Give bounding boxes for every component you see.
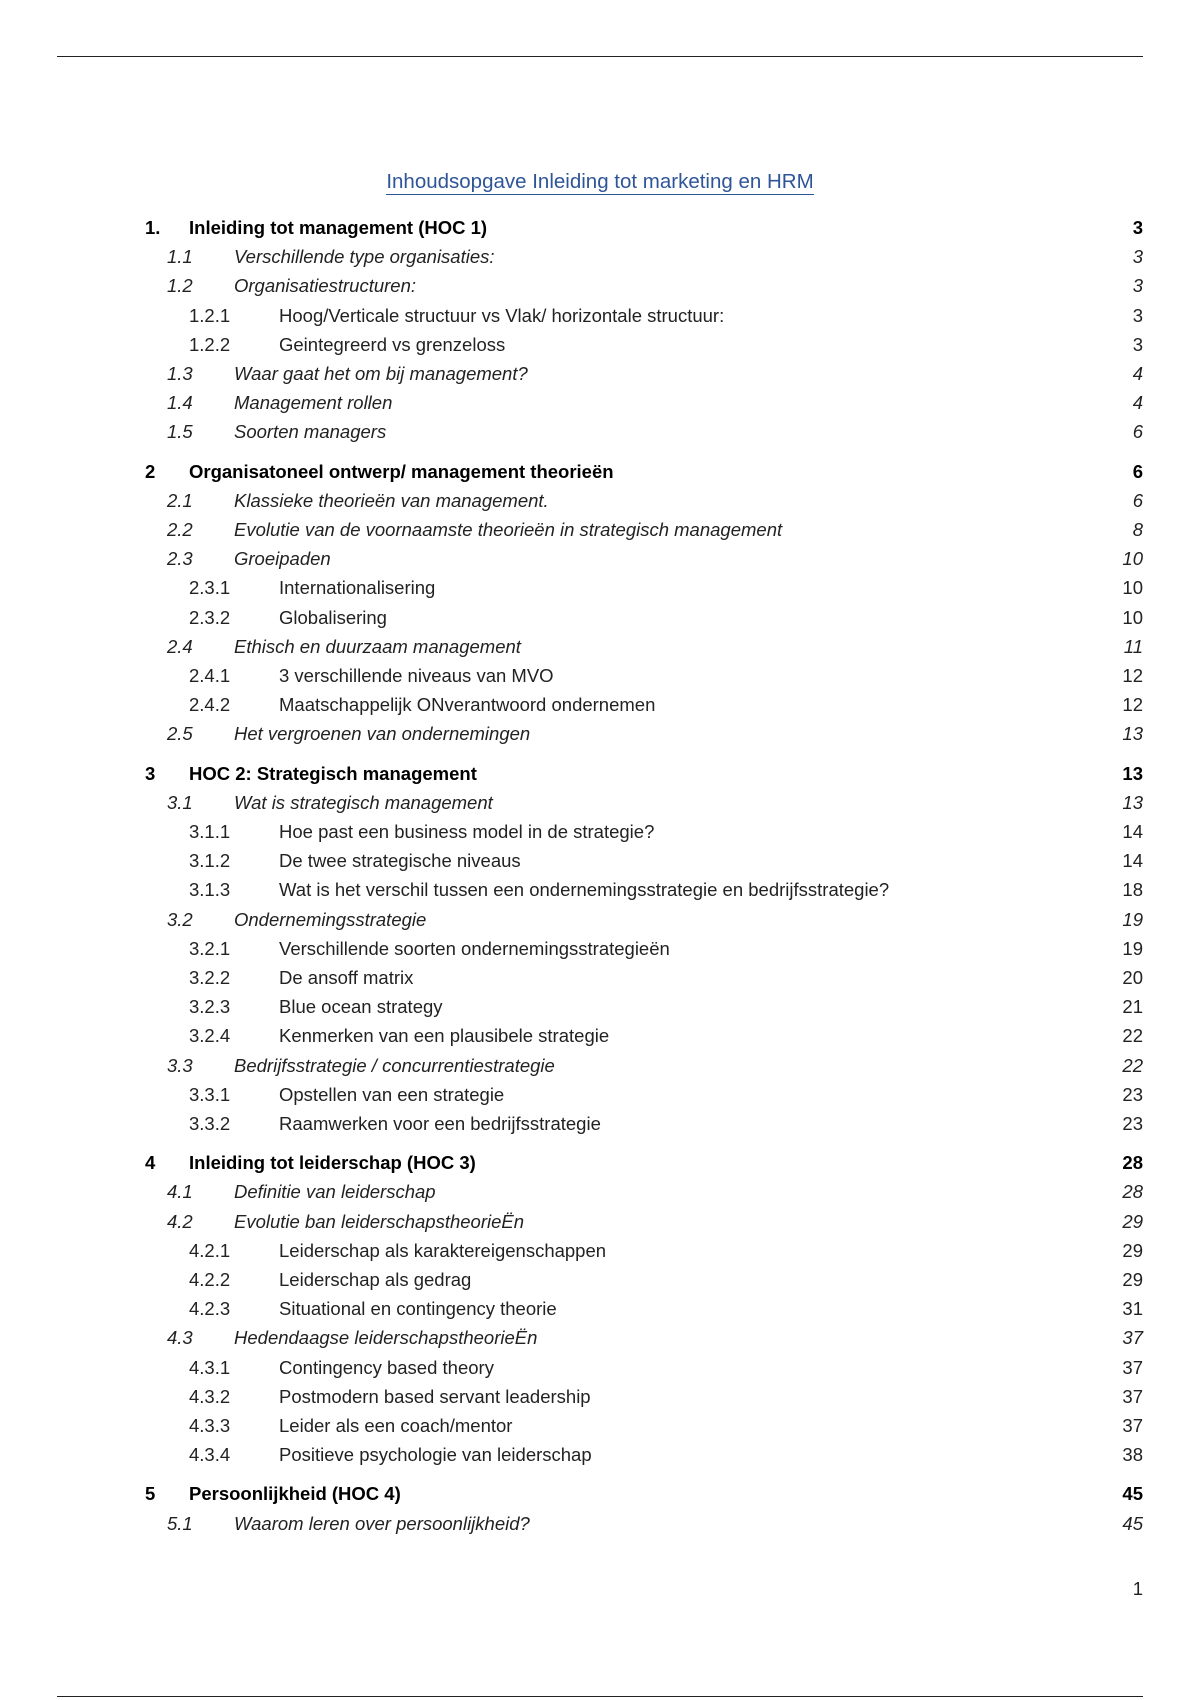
toc-entry-number: 4.2 bbox=[167, 1210, 193, 1232]
toc-entry-number: 1. bbox=[145, 217, 161, 238]
toc-entry-title: Contingency based theory bbox=[279, 1356, 494, 1378]
toc-entry-title: Kenmerken van een plausibele strategie bbox=[279, 1025, 610, 1047]
toc-entry-page: 6 bbox=[1132, 460, 1143, 482]
toc-entry-number: 3.1.1 bbox=[189, 821, 231, 842]
toc-entry[interactable] bbox=[0, 1237, 1200, 1265]
toc-entry-page: 37 bbox=[1122, 1356, 1143, 1378]
toc-entry-page: 6 bbox=[1132, 421, 1143, 443]
toc-entry[interactable] bbox=[0, 1208, 1200, 1236]
toc-entry-title: De ansoff matrix bbox=[279, 967, 414, 988]
toc-entry-page: 37 bbox=[1122, 1385, 1143, 1407]
toc-entry-number: 3.3 bbox=[167, 1054, 193, 1076]
toc-entry-page: 10 bbox=[1122, 606, 1143, 628]
toc-entry-title: Verschillende soorten ondernemingsstrategieën bbox=[279, 937, 670, 959]
toc-entry-title: Positieve psychologie van leiderschap bbox=[279, 1444, 592, 1466]
toc-entry-number: 1.2.2 bbox=[189, 333, 231, 355]
toc-entry[interactable] bbox=[0, 818, 1200, 846]
bottom-rule bbox=[57, 1696, 1143, 1697]
toc-entry-title: Leider als een coach/mentor bbox=[279, 1415, 513, 1436]
toc-entry-page: 45 bbox=[1122, 1512, 1143, 1534]
toc-entry-page: 20 bbox=[1122, 967, 1143, 988]
toc-entry-number: 5 bbox=[145, 1483, 156, 1505]
toc-entry-number: 1.4 bbox=[167, 392, 193, 414]
toc-title-text: Inhoudsopgave Inleiding tot marketing en HRM bbox=[386, 170, 814, 193]
toc-entry-title: Verschillende type organisaties: bbox=[234, 246, 495, 268]
toc-entry-page: 8 bbox=[1132, 519, 1143, 540]
toc-entry[interactable] bbox=[0, 302, 1200, 330]
toc-entry-page: 13 bbox=[1122, 791, 1143, 813]
toc-entry-title: Waarom leren over persoonlijkheid? bbox=[234, 1512, 530, 1534]
toc-entry-title: Bedrijfsstrategie / concurrentiestrategie bbox=[234, 1054, 555, 1076]
toc-entry-number: 3.1.3 bbox=[189, 879, 231, 901]
toc-entry[interactable] bbox=[0, 633, 1200, 661]
toc-entry[interactable] bbox=[0, 1052, 1200, 1080]
toc-entry-number: 2.3.2 bbox=[189, 606, 231, 628]
toc-entry-number: 2.3 bbox=[167, 548, 193, 570]
toc-entry-title: Postmodern based servant leadership bbox=[279, 1385, 591, 1407]
toc-entry-title: Evolutie van de voornaamste theorieën in strategisch management bbox=[234, 519, 783, 540]
toc-entry[interactable] bbox=[0, 1324, 1200, 1352]
toc-entry-page: 13 bbox=[1122, 762, 1143, 784]
toc-entry-title: Maatschappelijk ONverantwoord ondernemen bbox=[279, 694, 656, 716]
toc-entry[interactable] bbox=[0, 760, 1200, 788]
toc-entry[interactable] bbox=[0, 214, 1200, 242]
toc-entry-page: 23 bbox=[1122, 1113, 1143, 1134]
toc-entry-page: 29 bbox=[1122, 1239, 1143, 1261]
toc-entry-number: 3.2.1 bbox=[189, 937, 231, 959]
toc-entry-title: Hoog/Verticale structuur vs Vlak/ horizontale structuur: bbox=[279, 304, 725, 326]
toc-entry-page: 29 bbox=[1122, 1269, 1143, 1290]
toc-entry-page: 11 bbox=[1123, 635, 1143, 657]
toc-entry-title: Organisatoneel ontwerp/ management theorieën bbox=[189, 460, 614, 482]
toc-entry-title: Persoonlijkheid (HOC 4) bbox=[189, 1483, 401, 1505]
toc-entry[interactable] bbox=[0, 545, 1200, 573]
toc-entry-title: Groeipaden bbox=[234, 548, 331, 570]
toc-entry-title: Soorten managers bbox=[234, 421, 387, 443]
toc-entry-title: Ethisch en duurzaam management bbox=[234, 635, 521, 657]
toc-entry-page: 23 bbox=[1122, 1083, 1143, 1105]
toc-entry-number: 2.4 bbox=[167, 635, 193, 657]
toc-entry[interactable] bbox=[0, 720, 1200, 748]
toc-entry-page: 3 bbox=[1132, 304, 1143, 326]
page-number: 1 bbox=[1132, 1578, 1143, 1599]
toc-entry[interactable] bbox=[0, 935, 1200, 963]
toc-entry-page: 18 bbox=[1122, 879, 1143, 901]
toc-entry-number: 3 bbox=[145, 762, 156, 784]
toc-entry-page: 38 bbox=[1122, 1444, 1143, 1466]
toc-entry-number: 3.2.2 bbox=[189, 967, 231, 988]
toc-entry-page: 37 bbox=[1122, 1327, 1143, 1349]
toc-entry[interactable] bbox=[0, 418, 1200, 446]
toc-entry-page: 21 bbox=[1122, 996, 1143, 1018]
toc-entry[interactable] bbox=[0, 789, 1200, 817]
toc-entry-number: 4 bbox=[145, 1152, 156, 1174]
toc-entry[interactable] bbox=[0, 1412, 1200, 1440]
toc-entry-page: 12 bbox=[1122, 665, 1143, 686]
toc-entry-title: Wat is het verschil tussen een ondernemingsstrategie en bedrijfsstrategie? bbox=[279, 879, 890, 901]
toc-entry-title: Ondernemingsstrategie bbox=[234, 908, 427, 930]
toc-entry-title: Blue ocean strategy bbox=[279, 996, 443, 1018]
toc-entry[interactable] bbox=[0, 1480, 1200, 1508]
toc-entry-number: 2 bbox=[145, 460, 156, 482]
toc-entry-title: 3 verschillende niveaus van MVO bbox=[279, 665, 554, 686]
toc-entry-page: 4 bbox=[1132, 392, 1143, 414]
toc-entry[interactable] bbox=[0, 1022, 1200, 1050]
toc-entry[interactable] bbox=[0, 458, 1200, 486]
toc-entry-number: 4.3.3 bbox=[189, 1415, 231, 1436]
toc-entry-number: 1.5 bbox=[167, 421, 193, 443]
toc-entry-title: Leiderschap als karaktereigenschappen bbox=[279, 1239, 607, 1261]
toc-entry-number: 4.3.4 bbox=[189, 1444, 231, 1466]
toc-entry[interactable] bbox=[0, 1510, 1200, 1538]
toc-entry-title: Situational en contingency theorie bbox=[279, 1298, 557, 1320]
toc-entry-number: 4.2.3 bbox=[189, 1298, 231, 1320]
toc-entry-number: 3.2.3 bbox=[189, 996, 231, 1018]
toc-entry-title: Internationalisering bbox=[279, 577, 436, 599]
toc-entry-title: Leiderschap als gedrag bbox=[279, 1269, 472, 1290]
toc-entry-page: 31 bbox=[1122, 1298, 1143, 1320]
toc-entry-number: 2.2 bbox=[167, 519, 193, 540]
toc-entry-page: 19 bbox=[1122, 937, 1143, 959]
toc-entry-page: 14 bbox=[1122, 850, 1143, 872]
toc-entry-number: 4.2.2 bbox=[189, 1269, 231, 1290]
toc-entry[interactable] bbox=[0, 516, 1200, 544]
toc-entry[interactable] bbox=[0, 876, 1200, 904]
toc-entry-number: 3.2 bbox=[167, 908, 193, 930]
toc-entry-number: 1.3 bbox=[167, 363, 193, 384]
toc-entry-number: 2.5 bbox=[167, 723, 193, 745]
toc-entry[interactable] bbox=[0, 662, 1200, 690]
toc-entry-title: Geintegreerd vs grenzeloss bbox=[279, 333, 506, 355]
toc-entry-number: 1.2 bbox=[167, 275, 193, 297]
toc-entry-page: 6 bbox=[1132, 489, 1143, 511]
toc-entry-number: 3.3.1 bbox=[189, 1083, 231, 1105]
toc-entry[interactable] bbox=[0, 604, 1200, 632]
toc-entry-page: 29 bbox=[1122, 1210, 1143, 1232]
toc-entry-page: 14 bbox=[1122, 821, 1143, 842]
toc-entry-title: HOC 2: Strategisch management bbox=[189, 762, 477, 784]
toc-entry-number: 2.3.1 bbox=[189, 577, 231, 599]
toc-entry[interactable] bbox=[0, 243, 1200, 271]
toc-entry-page: 28 bbox=[1122, 1181, 1143, 1203]
toc-entry-number: 4.1 bbox=[167, 1181, 193, 1203]
toc-entry-number: 2.4.2 bbox=[189, 694, 231, 716]
toc-entry-page: 19 bbox=[1122, 908, 1143, 930]
toc-entry-title: Raamwerken voor een bedrijfsstrategie bbox=[279, 1113, 601, 1134]
toc-entry-number: 4.3 bbox=[167, 1327, 193, 1349]
toc-entry[interactable] bbox=[0, 1149, 1200, 1177]
toc-entry-number: 3.1 bbox=[167, 791, 193, 813]
toc-entry[interactable] bbox=[0, 1081, 1200, 1109]
toc-entry[interactable] bbox=[0, 1178, 1200, 1206]
toc-entry-page: 10 bbox=[1122, 548, 1143, 570]
toc-entry-title: Inleiding tot leiderschap (HOC 3) bbox=[189, 1152, 476, 1174]
toc-entry-page: 12 bbox=[1122, 694, 1143, 716]
toc-entry[interactable] bbox=[0, 847, 1200, 875]
toc-entry-title: Inleiding tot management (HOC 1) bbox=[189, 217, 488, 238]
toc-entry-page: 45 bbox=[1122, 1483, 1143, 1505]
toc-entry[interactable] bbox=[0, 964, 1200, 992]
toc-entry-page: 3 bbox=[1132, 333, 1143, 355]
toc-entry-number: 4.3.1 bbox=[189, 1356, 231, 1378]
toc-entry-title: Klassieke theorieën van management. bbox=[234, 489, 549, 511]
toc-entry[interactable] bbox=[0, 1110, 1200, 1138]
toc-entry[interactable] bbox=[0, 1383, 1200, 1411]
toc-entry[interactable] bbox=[0, 993, 1200, 1021]
toc-entry-title: Wat is strategisch management bbox=[234, 791, 493, 813]
toc-entry-title: Definitie van leiderschap bbox=[234, 1181, 436, 1203]
toc-entry-page: 4 bbox=[1132, 363, 1143, 384]
toc-entry-number: 3.1.2 bbox=[189, 850, 231, 872]
toc-entry-number: 1.1 bbox=[167, 246, 193, 268]
toc-entry[interactable] bbox=[0, 906, 1200, 934]
toc-entry-title: Management rollen bbox=[234, 392, 393, 414]
toc-entry-title: Organisatiestructuren: bbox=[234, 275, 417, 297]
toc-entry-number: 3.2.4 bbox=[189, 1025, 231, 1047]
toc-entry-page: 3 bbox=[1132, 217, 1143, 238]
toc-entry[interactable] bbox=[0, 574, 1200, 602]
toc-entry-title: Hoe past een business model in de strategie? bbox=[279, 821, 655, 842]
toc-entry-page: 13 bbox=[1122, 723, 1143, 745]
toc-entry-page: 3 bbox=[1132, 246, 1143, 268]
toc-entry-title: De twee strategische niveaus bbox=[279, 850, 521, 872]
toc-entry[interactable] bbox=[0, 389, 1200, 417]
toc-entry-page: 22 bbox=[1122, 1025, 1143, 1047]
toc-entry-page: 3 bbox=[1132, 275, 1143, 297]
toc-entry-number: 4.2.1 bbox=[189, 1239, 231, 1261]
toc-entry-page: 28 bbox=[1122, 1152, 1143, 1174]
toc-entry[interactable] bbox=[0, 360, 1200, 388]
toc-entry-number: 5.1 bbox=[167, 1512, 193, 1534]
toc-entry-title: Waar gaat het om bij management? bbox=[234, 363, 528, 384]
toc-entry-title: Opstellen van een strategie bbox=[279, 1083, 505, 1105]
toc-entry[interactable] bbox=[0, 691, 1200, 719]
toc-entry-number: 2.4.1 bbox=[189, 665, 231, 686]
toc-entry[interactable] bbox=[0, 487, 1200, 515]
toc-entry-title: Evolutie ban leiderschapstheorieËn bbox=[234, 1210, 525, 1232]
toc-entry-number: 4.3.2 bbox=[189, 1385, 231, 1407]
toc-entry-page: 10 bbox=[1122, 577, 1143, 599]
toc-entry-number: 1.2.1 bbox=[189, 304, 231, 326]
toc-entry[interactable] bbox=[0, 1266, 1200, 1294]
toc-entry-title: Het vergroenen van ondernemingen bbox=[234, 723, 531, 745]
toc-entry-page: 37 bbox=[1122, 1415, 1143, 1436]
toc-entry-title: Hedendaagse leiderschapstheorieËn bbox=[234, 1327, 538, 1349]
toc-entry-page: 22 bbox=[1122, 1054, 1143, 1076]
toc-entry-number: 2.1 bbox=[167, 489, 193, 511]
toc-entry[interactable] bbox=[0, 272, 1200, 300]
toc-entry[interactable] bbox=[0, 1354, 1200, 1382]
toc-entry[interactable] bbox=[0, 1441, 1200, 1469]
toc-entry[interactable] bbox=[0, 1295, 1200, 1323]
toc-entry-number: 3.3.2 bbox=[189, 1113, 231, 1134]
toc-entry[interactable] bbox=[0, 331, 1200, 359]
toc-entry-title: Globalisering bbox=[279, 606, 387, 628]
